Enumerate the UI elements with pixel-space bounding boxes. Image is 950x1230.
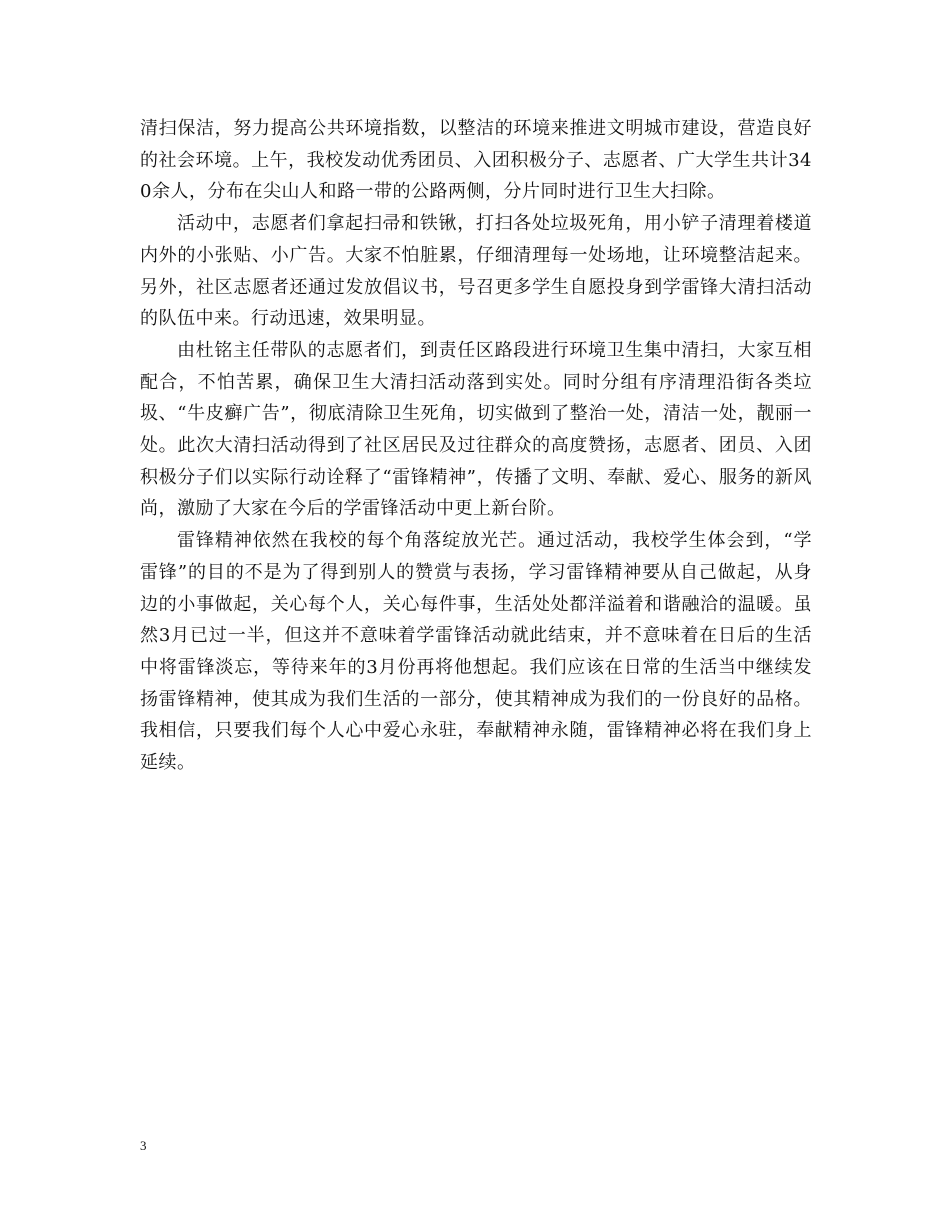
paragraph: 由杜铭主任带队的志愿者们，到责任区路段进行环境卫生集中清扫，大家互相配合，不怕苦累，确保卫生大清扫活动落到实处。同时分组有序清理沿街各类垃圾、“牛皮癣广告”，彻底清除卫生死角，切实做到了整治一处，清洁一处，靓丽一处。此次大清扫活动得到了社区居民及过往群众的高度赞扬，志愿者、团员、入团积极分子们以实际行动诠释了“雷锋精神”，传播了文明、奉献、爱心、服务的新风尚，激励了大家在今后的学雷锋活动中更上新台阶。 [140, 339, 812, 520]
paragraph: 雷锋精神依然在我校的每个角落绽放光芒。通过活动，我校学生体会到，“学雷锋”的目的不是为了得到别人的赞赏与表扬，学习雷锋精神要从自己做起，从身边的小事做起，关心每个人，关心每件事，生活处处都洋溢着和谐融洽的温暖。虽然3月已过一半，但这并不意味着学雷锋活动就此结束，并不意味着在日后的生活中将雷锋淡忘，等待来年的3月份再将他想起。我们应该在日常的生活当中继续发扬雷锋精神，使其成为我们生活的一部分，使其精神成为我们的一份良好的品格。我相信，只要我们每个人心中爱心永驻，奉献精神永随，雷锋精神必将在我们身上延续。 [140, 530, 812, 774]
page-number: 3 [140, 1138, 147, 1153]
paragraph: 活动中，志愿者们拿起扫帚和铁锹，打扫各处垃圾死角，用小铲子清理着楼道内外的小张贴、小广告。大家不怕脏累，仔细清理每一处场地，让环境整洁起来。另外，社区志愿者还通过发放倡议书，号召更多学生自愿投身到学雷锋大清扫活动的队伍中来。行动迅速，效果明显。 [140, 213, 812, 330]
paragraph-continued: 清扫保洁，努力提高公共环境指数，以整洁的环境来推进文明城市建设，营造良好的社会环境。上午，我校发动优秀团员、入团积极分子、志愿者、广大学生共计340余人，分布在尖山人和路一带的公路两侧，分片同时进行卫生大扫除。 [140, 118, 812, 203]
document-body [140, 113, 812, 779]
